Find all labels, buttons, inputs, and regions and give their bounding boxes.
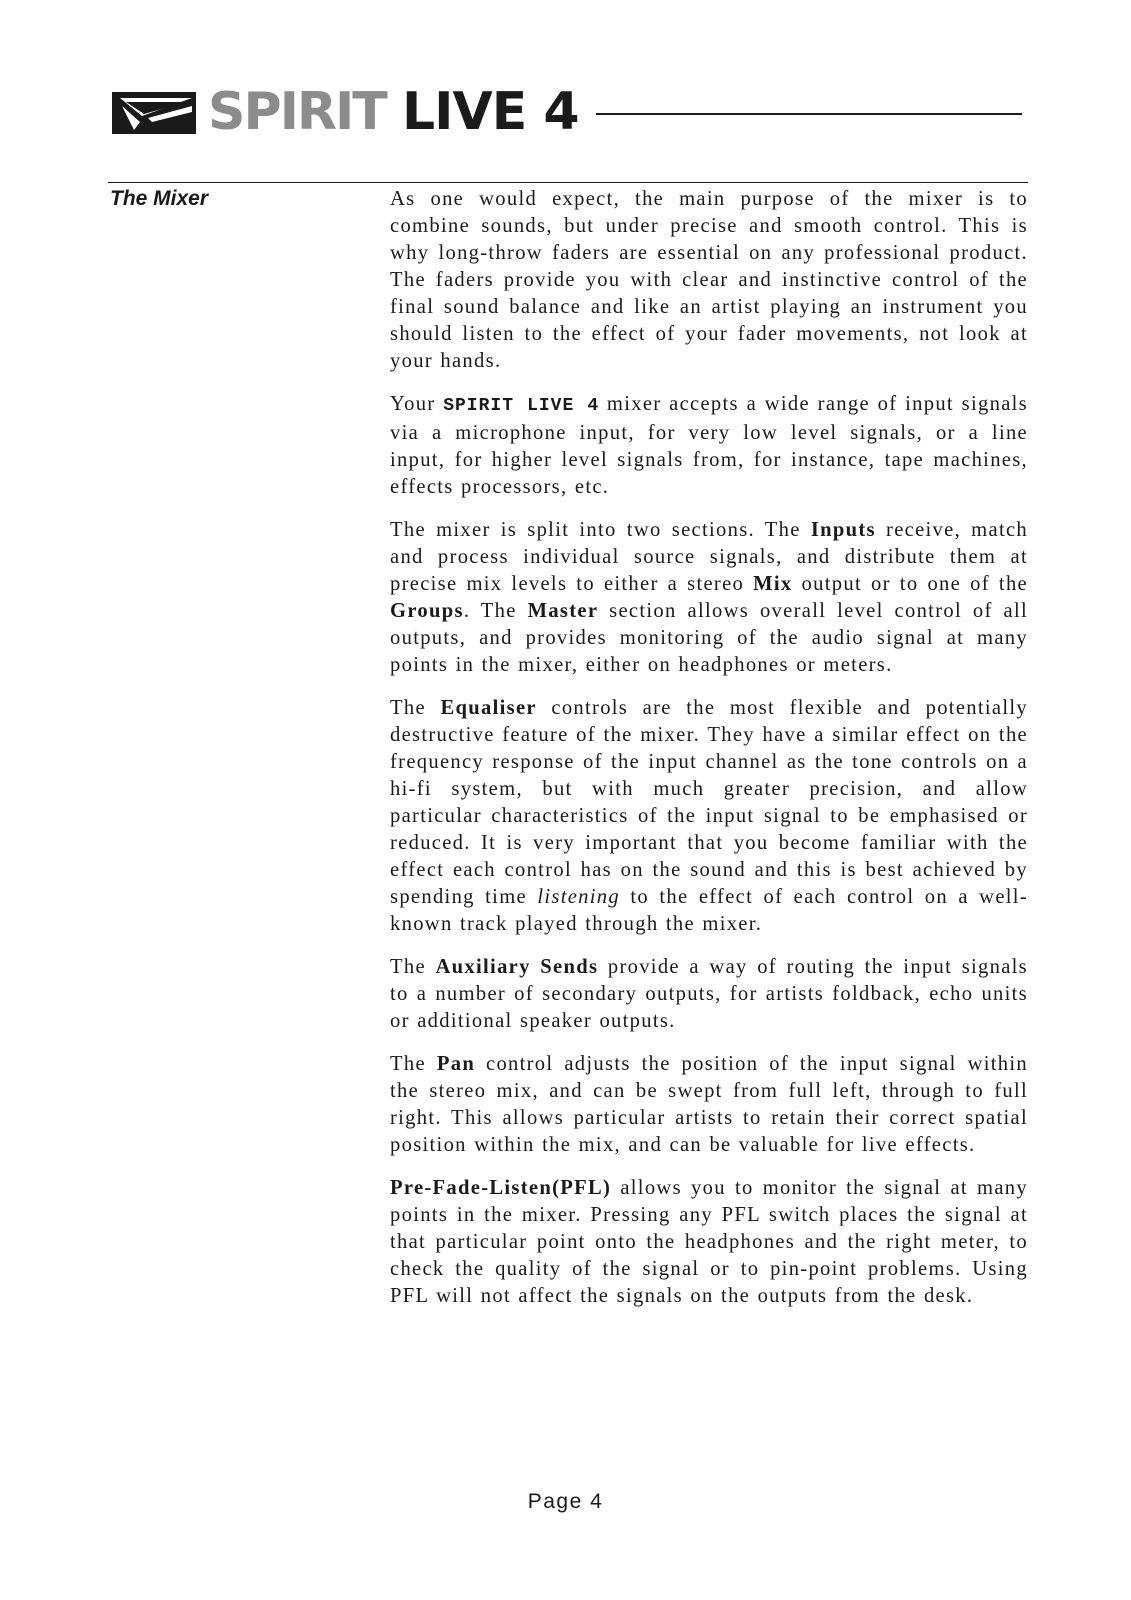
paragraph-inputs-range bbox=[390, 391, 1028, 501]
term-auxiliary-sends: Auxiliary Sends bbox=[435, 956, 599, 978]
page-number: Page 4 bbox=[527, 1490, 604, 1513]
paragraph-intro bbox=[390, 186, 1028, 375]
paragraph-pan bbox=[390, 1051, 1028, 1159]
paragraph-text: section allows overall level control of all outputs, and provides monitoring of the audio signal at many points in the mixer, either on headphones or meters. bbox=[390, 600, 1028, 676]
section-divider bbox=[108, 182, 1028, 183]
paragraph-text: output or to one of the bbox=[792, 573, 1028, 595]
spirit-logo-icon bbox=[112, 92, 196, 134]
paragraph-text: The bbox=[390, 1053, 437, 1075]
paragraph-text: mixer accepts a wide range of input signals via a microphone input, for very low level signals, or a line input, for higher level signals from, for instance, tape machines, effects processors, etc. bbox=[390, 393, 1028, 498]
brand-spirit: SPIRIT bbox=[208, 82, 386, 142]
term-pfl: Pre-Fade-Listen(PFL) bbox=[390, 1177, 612, 1199]
term-groups: Groups bbox=[390, 600, 464, 622]
term-pan: Pan bbox=[436, 1053, 476, 1075]
header-rule bbox=[596, 113, 1022, 115]
body-text bbox=[390, 186, 1028, 1326]
paragraph-pfl bbox=[390, 1175, 1028, 1310]
paragraph-text: As one would expect, the main purpose of the mixer is to combine sounds, but under precise and smooth control. This is why long-throw faders are essential on any professional product. The faders provide you with clear and instinctive control of the final sound balance and like an artist playing an instrument you should listen to the effect of your fader movements, not look at your hands. bbox=[390, 188, 1028, 372]
paragraph-equaliser bbox=[390, 695, 1028, 938]
paragraph-text: The mixer is split into two sections. The bbox=[390, 519, 811, 541]
emphasis-listening: listening bbox=[537, 886, 620, 908]
page-header bbox=[112, 84, 1022, 144]
paragraph-text: receive, match and process individual source signals, and distribute them at precise mix levels to either a stereo bbox=[390, 519, 1029, 595]
product-name: SPIRIT LIVE 4 bbox=[443, 396, 600, 416]
paragraph-text: The bbox=[390, 697, 441, 719]
section-title: The Mixer bbox=[110, 187, 209, 210]
term-master: Master bbox=[527, 600, 599, 622]
paragraph-text: control adjusts the position of the input signal within the stereo mix, and can be swept from full left, through to full right. This allows particular artists to retain their correct spatial position within the mix, and can be valuable for live effects. bbox=[390, 1053, 1028, 1156]
paragraph-text: Your bbox=[390, 393, 444, 415]
paragraph-sections bbox=[390, 517, 1028, 679]
paragraph-text: . The bbox=[463, 600, 528, 622]
paragraph-text: allows you to monitor the signal at many points in the mixer. Pressing any PFL switch places the signal at that particular point onto the headphones and the right meter, to check the quality of the signal or to pin-point problems. Using PFL will not affect the signals on the outputs from the desk. bbox=[390, 1177, 1028, 1307]
term-equaliser: Equaliser bbox=[440, 697, 537, 719]
paragraph-aux-sends bbox=[390, 954, 1028, 1035]
paragraph-text: provide a way of routing the input signals to a number of secondary outputs, for artists foldback, echo units or additional speaker outputs. bbox=[390, 956, 1028, 1032]
paragraph-text: to the effect of each control on a well-known track played through the mixer. bbox=[390, 886, 1028, 935]
paragraph-text: The bbox=[390, 956, 436, 978]
term-inputs: Inputs bbox=[810, 519, 876, 541]
brand-live-4: LIVE 4 bbox=[402, 82, 579, 142]
term-mix: Mix bbox=[753, 573, 793, 595]
paragraph-text: controls are the most flexible and potentially destructive feature of the mixer. They have a similar effect on the frequency response of the input channel as the tone controls on a hi-fi system, but with much greater precision, and allow particular characteristics of the input signal to be emphasised or reduced. It is very important that you become familiar with the effect each control has on the sound and this is best achieved by spending time bbox=[390, 697, 1028, 908]
